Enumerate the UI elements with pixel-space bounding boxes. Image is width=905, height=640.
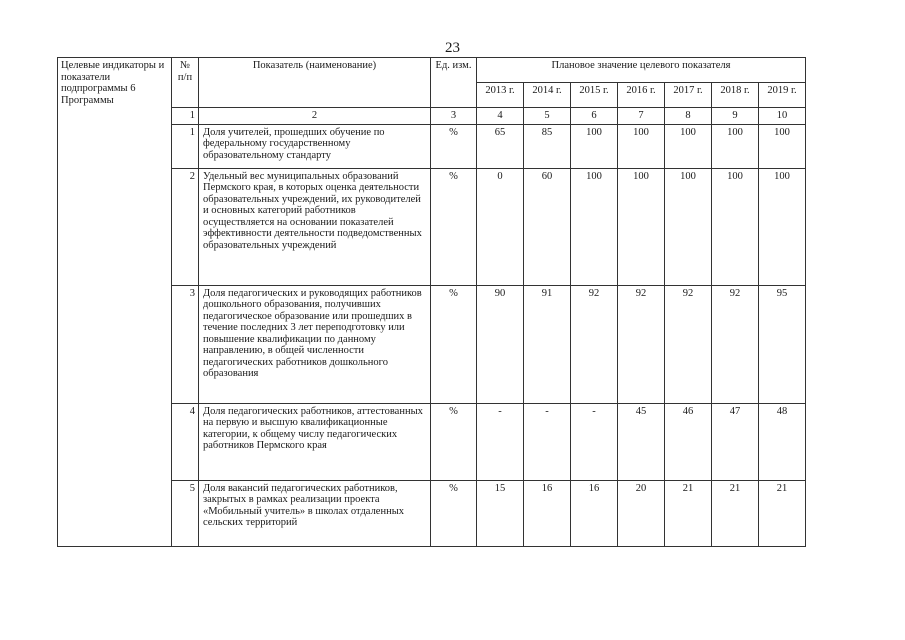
value-cell: 21 [759, 480, 806, 546]
indicator-text: Доля педагогических и руководящих работников дошкольного образования, получивших педагогическое образование или прошедших в течение последних 3 лет переподготовку или повышение квалификации по данному направлению, в общей численности педагогических работников дошкольного образования [199, 285, 431, 403]
value-cell: 100 [712, 124, 759, 168]
value-cell: 45 [618, 403, 665, 480]
year-cell: 2015 г. [571, 83, 618, 108]
value-cell: 90 [477, 285, 524, 403]
value-cell: 100 [665, 168, 712, 285]
indicator-text: Доля учителей, прошедших обучение по федеральному государственному образовательному стандарту [199, 124, 431, 168]
value-cell: 92 [712, 285, 759, 403]
value-cell: 47 [712, 403, 759, 480]
unit-cell: % [431, 285, 477, 403]
year-cell: 2013 г. [477, 83, 524, 108]
row-number: 4 [172, 403, 199, 480]
column-number: 3 [431, 108, 477, 125]
row-number: 2 [172, 168, 199, 285]
indicator-text: Доля педагогических работников, аттестованных на первую и высшую квалификационные категории, к общему числу педагогических работников Пермского края [199, 403, 431, 480]
value-cell: 92 [571, 285, 618, 403]
value-cell: - [524, 403, 571, 480]
value-cell: 92 [665, 285, 712, 403]
value-cell: 100 [571, 168, 618, 285]
value-cell: 60 [524, 168, 571, 285]
unit-cell: % [431, 124, 477, 168]
year-cell: 2014 г. [524, 83, 571, 108]
value-cell: 46 [665, 403, 712, 480]
column-number: 9 [712, 108, 759, 125]
value-cell: 100 [665, 124, 712, 168]
unit-cell: % [431, 168, 477, 285]
value-cell: 21 [665, 480, 712, 546]
value-cell: 16 [524, 480, 571, 546]
value-cell: 48 [759, 403, 806, 480]
value-cell: 100 [571, 124, 618, 168]
column-number: 6 [571, 108, 618, 125]
row-number: 1 [172, 124, 199, 168]
value-cell: 100 [712, 168, 759, 285]
year-cell: 2017 г. [665, 83, 712, 108]
column-number: 8 [665, 108, 712, 125]
year-cell: 2016 г. [618, 83, 665, 108]
column-number: 5 [524, 108, 571, 125]
year-cell: 2019 г. [759, 83, 806, 108]
value-cell: 95 [759, 285, 806, 403]
year-cell: 2018 г. [712, 83, 759, 108]
column-number: 1 [172, 108, 199, 125]
value-cell: 65 [477, 124, 524, 168]
value-cell: 16 [571, 480, 618, 546]
value-cell: 91 [524, 285, 571, 403]
indicator-text: Доля вакансий педагогических работников, закрытых в рамках реализации проекта «Мобильный учитель» в школах отдаленных сельских территорий [199, 480, 431, 546]
header-indicator: Показатель (наименование) [199, 58, 431, 108]
value-cell: 85 [524, 124, 571, 168]
row-number: 5 [172, 480, 199, 546]
column-number: 10 [759, 108, 806, 125]
indicators-table [57, 57, 806, 547]
value-cell: 0 [477, 168, 524, 285]
page-number: 23 [445, 40, 460, 56]
column-number: 4 [477, 108, 524, 125]
header-no: № п/п [172, 58, 199, 108]
column-number: 7 [618, 108, 665, 125]
value-cell: 100 [759, 168, 806, 285]
value-cell: 100 [759, 124, 806, 168]
value-cell: 100 [618, 124, 665, 168]
header-planned: Плановое значение целевого показателя [477, 58, 806, 83]
value-cell: 100 [618, 168, 665, 285]
unit-cell: % [431, 480, 477, 546]
header-unit: Ед. изм. [431, 58, 477, 108]
section-title: Целевые индикаторы и показатели подпрограммы 6 Программы [58, 58, 172, 547]
column-number: 2 [199, 108, 431, 125]
value-cell: 92 [618, 285, 665, 403]
value-cell: - [477, 403, 524, 480]
value-cell: 21 [712, 480, 759, 546]
unit-cell: % [431, 403, 477, 480]
row-number: 3 [172, 285, 199, 403]
value-cell: 20 [618, 480, 665, 546]
indicator-text: Удельный вес муниципальных образований Пермского края, в которых оценка деятельности образовательных учреждений, их руководителей и основных категорий работников осуществляется на основании показателей эффективности деятельности подведомственных образовательных учреждений [199, 168, 431, 285]
value-cell: 15 [477, 480, 524, 546]
value-cell: - [571, 403, 618, 480]
